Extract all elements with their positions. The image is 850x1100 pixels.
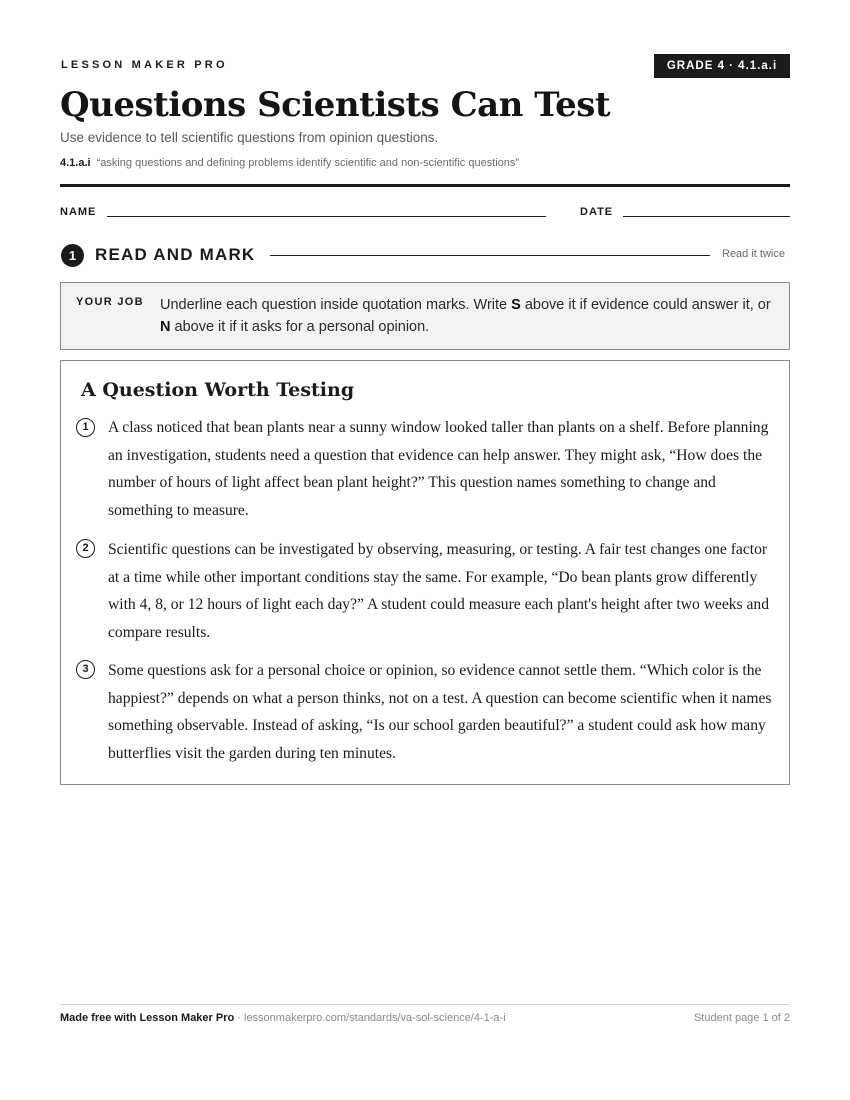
passage-paragraph: A class noticed that bean plants near a sunny window looked taller than plants on a shelf. Before planning an investigation, students need a question that evidence can help answer. They might ask, “How does the number of hours of light affect bean plant height?” This question names something to change and something to measure. [108, 419, 769, 519]
brand-name: LESSON MAKER PRO [61, 59, 228, 71]
passage-paragraph: Some questions ask for a personal choice or opinion, so evidence cannot settle them. “Which color is the happiest?” depends on what a person thinks, not on a test. A question can become scientific when it names something observable. Instead of asking, “Is our school garden beautiful?” a student could ask how many butterflies visit the garden during ten minutes. [108, 662, 772, 762]
paragraph-number: 3 [76, 660, 95, 679]
reading-passage [60, 360, 790, 785]
footer-credit [60, 1012, 506, 1024]
letter-n: N [160, 319, 171, 335]
paragraph-number: 1 [76, 418, 95, 437]
footer-url[interactable]: · lessonmakerpro.com/standards/va-sol-science/4-1-a-i [234, 1012, 506, 1024]
job-label: YOUR JOB [76, 296, 144, 308]
header-divider [60, 184, 790, 187]
standard-line [60, 157, 519, 169]
section-title: READ AND MARK [95, 245, 256, 264]
job-instructions [160, 294, 775, 338]
section-divider [270, 255, 710, 256]
instructions-box [60, 282, 790, 350]
passage-title: A Question Worth Testing [81, 379, 355, 401]
date-label: DATE [580, 206, 614, 218]
standard-text: “asking questions and defining problems identify scientific and non-scientific questions” [96, 157, 520, 169]
name-label: NAME [60, 206, 97, 218]
job-text-part: above it if it asks for a personal opinion. [170, 319, 430, 335]
page-subtitle: Use evidence to tell scientific questions from opinion questions. [60, 130, 439, 145]
footer-made-with: Made free with Lesson Maker Pro [60, 1012, 235, 1024]
job-text-part: Underline each question inside quotation marks. Write [160, 297, 512, 313]
passage-paragraph: Scientific questions can be investigated by observing, measuring, or testing. A fair test changes one factor at a time while other important conditions stay the same. For example, “Do bean plants grow differently with 4, 8, or 12 hours of light each day?” A student could measure each plant's height after two weeks and compare results. [108, 541, 770, 641]
paragraph-number: 2 [76, 539, 95, 558]
grade-badge: GRADE 4 · 4.1.a.i [654, 54, 790, 78]
name-field[interactable] [107, 216, 546, 217]
standard-code: 4.1.a.i [60, 157, 91, 169]
job-text-part: above it if evidence could answer it, or [520, 297, 771, 313]
footer-divider [60, 1004, 790, 1005]
letter-s: S [511, 297, 521, 313]
date-field[interactable] [623, 216, 790, 217]
footer-page-number: Student page 1 of 2 [693, 1012, 790, 1024]
page-title: Questions Scientists Can Test [60, 85, 611, 125]
section-number-badge: 1 [61, 244, 84, 267]
section-note: Read it twice [722, 248, 785, 260]
